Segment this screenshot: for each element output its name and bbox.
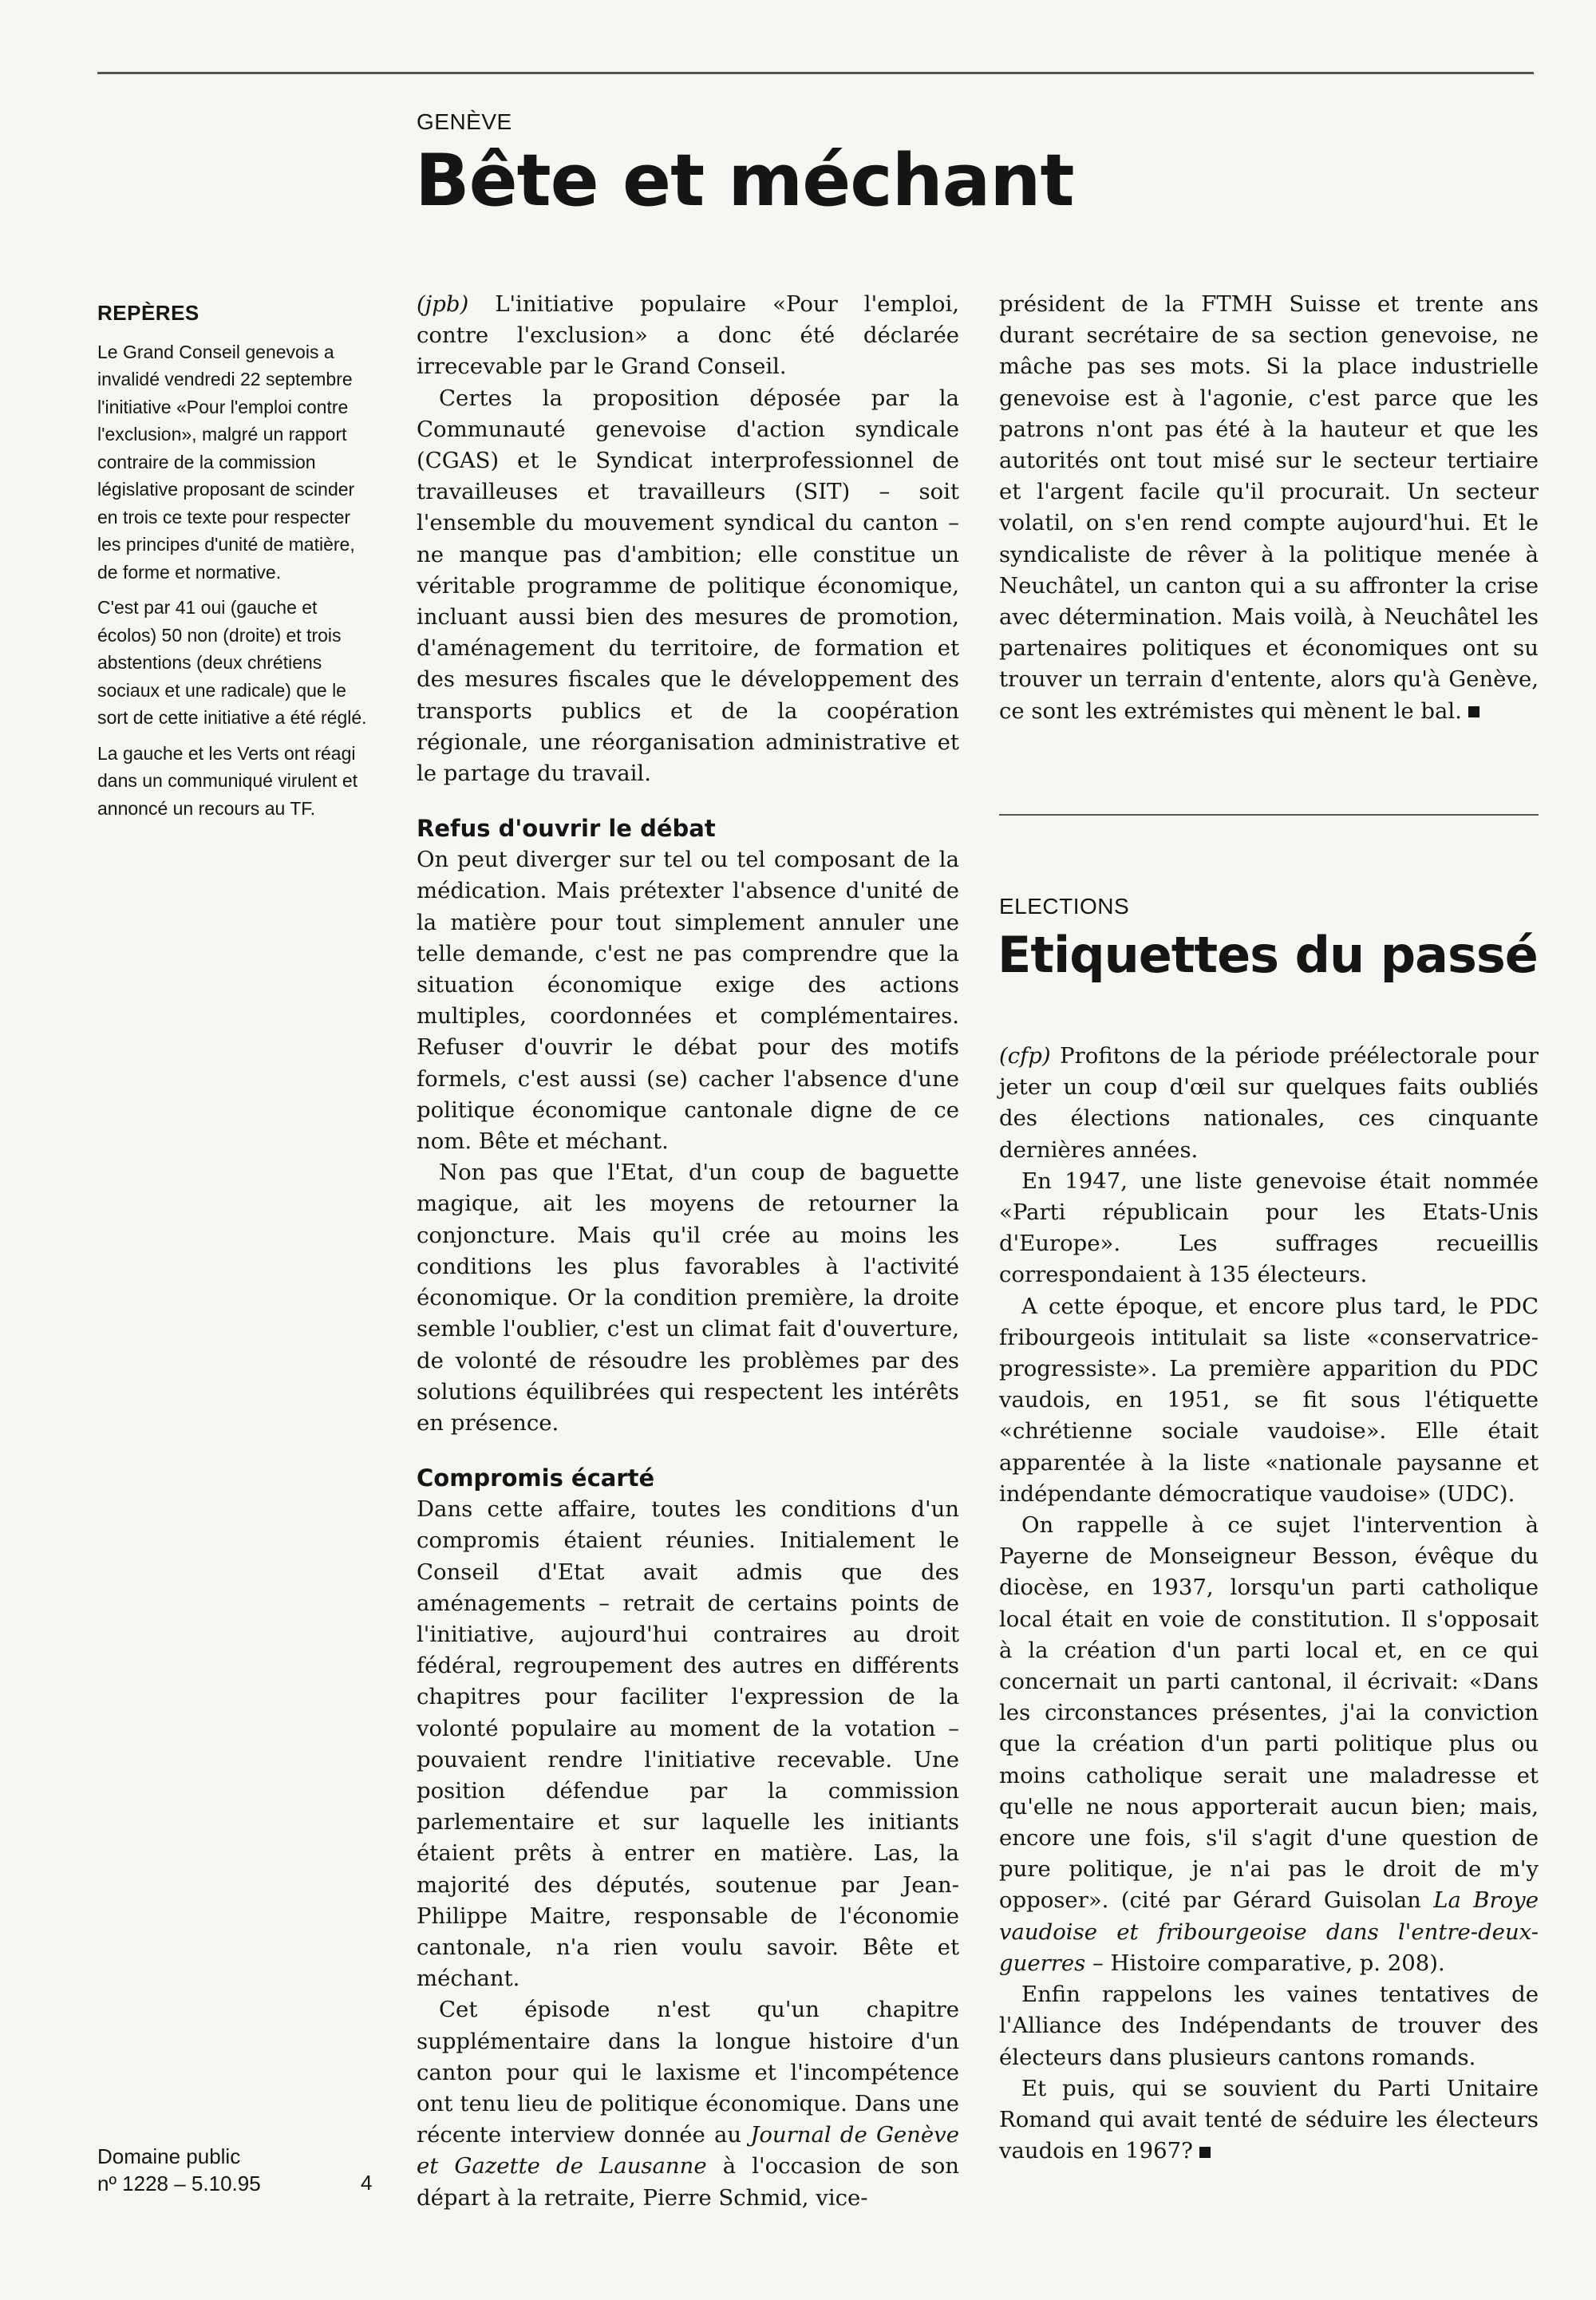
byline: (jpb) [417, 291, 469, 317]
end-of-article-mark [1199, 2147, 1211, 2158]
article1-paragraph: On peut diverger sur tel ou tel composant de la médication. Mais prétexter l'absence d'unité de la matière pour tout simplement annuler une telle demande, c'est ne pas comprendre que la situation économique exige des actions multiples, coordonnées et complémentaires. Refuser d'ouvrir le débat pour des motifs formels, c'est aussi (se) cacher l'absence d'une politique économique cantonale digne de ce nom. Bête et méchant. [417, 847, 959, 1155]
publication-name: Domaine public [97, 2144, 241, 2168]
top-rule [97, 72, 1534, 74]
article2-column [999, 1041, 1539, 2167]
article2-paragraph: On rappelle à ce sujet l'intervention à Payerne de Monseigneur Besson, évêque du diocèse, en 1937, lorsqu'un parti catholique local était en voie de constitution. Il s'opposait à la création d'un parti local et, en ce qui concernait un parti cantonal, il écrivait: «Dans les circonstances présentes, j'ai la conviction que la création d'un parti politique plus ou moins catholique serait une maladresse et qu'elle ne nous apporterait aucun bien; mais, encore une fois, s'il s'agit d'une question de pure politique, je n'ai pas le droit de m'y opposer». (cité par Gérard Guisolan La Broye vaudoise et fribourgeoise dans l'entre-deux-guerres – Histoire comparative, p. 208). [999, 1512, 1539, 1976]
article2-kicker: ELECTIONS [999, 894, 1130, 919]
byline: (cfp) [999, 1043, 1051, 1069]
article1-paragraph: président de la FTMH Suisse et trente ans durant secrétaire de sa section genevoise, ne mâche pas ses mots. Si la place industrielle genevoise est à l'agonie, c'est parce que les patrons n'ont pas été à la hauteur et que les autorités ont tout misé sur le secteur tertiaire et l'argent facile qu'il procurait. Un secteur volatil, on s'en rend compte aujourd'hui. Et le syndicaliste de rêver à la politique menée à Neuchâtel, un canton qui a su affronter la crise avec détermination. Mais voilà, à Neuchâtel les partenaires politiques et économiques ont su trouver un terrain d'entente, alors qu'à Genève, ce sont les extrémistes qui mènent le bal. [999, 291, 1539, 724]
article1-headline: Bête et méchant [415, 139, 1074, 223]
article1-paragraph: Non pas que l'Etat, d'un coup de baguette magique, ait les moyens de retourner la conjoncture. Mais qu'il crée au moins les conditions les plus favorables à l'activité économique. Or la condition première, la droite semble l'oublier, c'est un climat fait d'ouverture, de volonté de résoudre les problèmes par des solutions équilibrées qui respectent les intérêts en présence. [417, 1160, 959, 1436]
article1-paragraph: Cet épisode n'est qu'un chapitre supplémentaire dans la longue histoire d'un canton pour qui le laxisme et l'incompétence ont tenu lieu de politique économique. Dans une récente interview donnée au Journal de Genève et Gazette de Lausanne à l'occasion de son départ à la retraite, Pierre Schmid, vice- [417, 1997, 959, 2211]
article2-paragraph: En 1947, une liste genevoise était nommée «Parti républicain pour les Etats-Unis d'Europe». Les suffrages recueillis correspondaient à 135 électeurs. [999, 1168, 1539, 1288]
article2-headline: Etiquettes du passé [998, 926, 1538, 984]
newspaper-title: Journal de Genève et Gazette de Lausanne [417, 2122, 959, 2179]
article1-column-1 [417, 289, 959, 2214]
article1-kicker: GENÈVE [417, 109, 512, 134]
sidebar-title: REPÈRES [97, 301, 200, 325]
sidebar-paragraph: La gauche et les Verts ont réagi dans un communiqué virulent et annoncé un recours au TF. [97, 742, 358, 819]
book-title: La Broye vaudoise et fribourgeoise dans l'entre-deux-guerres [999, 1887, 1539, 1976]
publication-footer [97, 2143, 385, 2197]
article1-column-2 [999, 289, 1539, 727]
article2-paragraph: (cfp) Profitons de la période préélectorale pour jeter un coup d'œil sur quelques faits oubliés des élections nationales, ces cinquante dernières années. [999, 1043, 1539, 1163]
sidebar-reperes [97, 299, 377, 830]
subheading-refus: Refus d'ouvrir le débat [417, 815, 716, 843]
article2-paragraph: Enfin rappelons les vaines tentatives de l'Alliance des Indépendants de trouver des électeurs dans plusieurs cantons romands. [999, 1982, 1539, 2070]
sidebar-paragraph: C'est par 41 oui (gauche et écolos) 50 non (droite) et trois abstentions (deux chrétiens sociaux et une radicale) que le sort de cette initiative a été réglé. [97, 597, 367, 728]
article1-paragraph: Certes la proposition déposée par la Communauté genevoise d'action syndicale (CGAS) et le Syndicat interprofessionnel de travailleuses et travailleurs (SIT) – soit l'ensemble du mouvement syndical du canton – ne manque pas d'ambition; elle constitue un véritable programme de politique économique, incluant aussi bien des mesures de promotion, d'aménagement du territoire, de formation et des mesures fiscales que le développement des transports publics et de la coopération régionale, une réorganisation administrative et le partage du travail. [417, 385, 959, 787]
page-number: 4 [361, 2171, 373, 2195]
article1-paragraph: Dans cette affaire, toutes les conditions d'un compromis étaient réunies. Initialement le Conseil d'Etat avait admis que des aménagements – retrait de certains points de l'initiative, aujourd'hui contraires au droit fédéral, regroupement des autres en différents chapitres pour faciliter l'expression de la volonté populaire au moment de la votation – pouvaient rendre l'initiative recevable. Une position défendue par la commission parlementaire et sur laquelle les initiants étaient prêts à entrer en matière. Las, la majorité des députés, soutenue par Jean-Philippe Maitre, responsable de l'économie cantonale, n'a rien voulu savoir. Bête et méchant. [417, 1496, 959, 1992]
article-separator-rule [999, 814, 1539, 816]
article2-paragraph: A cette époque, et encore plus tard, le PDC fribourgeois intitulait sa liste «conservatrice-progressiste». La première apparition du PDC vaudois, en 1951, se fit sous l'étiquette «chrétienne sociale vaudoise». Elle était apparentée à la liste «nationale paysanne et indépendante démocratique vaudoise» (UDC). [999, 1293, 1539, 1507]
article2-paragraph: Et puis, qui se souvient du Parti Unitaire Romand qui avait tenté de séduire les électeurs vaudois en 1967? [999, 2075, 1539, 2164]
sidebar-paragraph: Le Grand Conseil genevois a invalidé vendredi 22 septembre l'initiative «Pour l'emploi contre l'exclusion», malgré un rapport contraire de la commission législative proposant de scinder en trois ce texte pour respecter les principes d'unité de matière, de forme et normative. [97, 341, 355, 583]
end-of-article-mark [1468, 706, 1479, 717]
subheading-compromis: Compromis écarté [417, 1464, 655, 1492]
article1-paragraph: (jpb) L'initiative populaire «Pour l'emploi, contre l'exclusion» a donc été déclarée irrecevable par le Grand Conseil. [417, 291, 959, 380]
issue-number: nº 1228 – 5.10.95 [97, 2172, 261, 2195]
